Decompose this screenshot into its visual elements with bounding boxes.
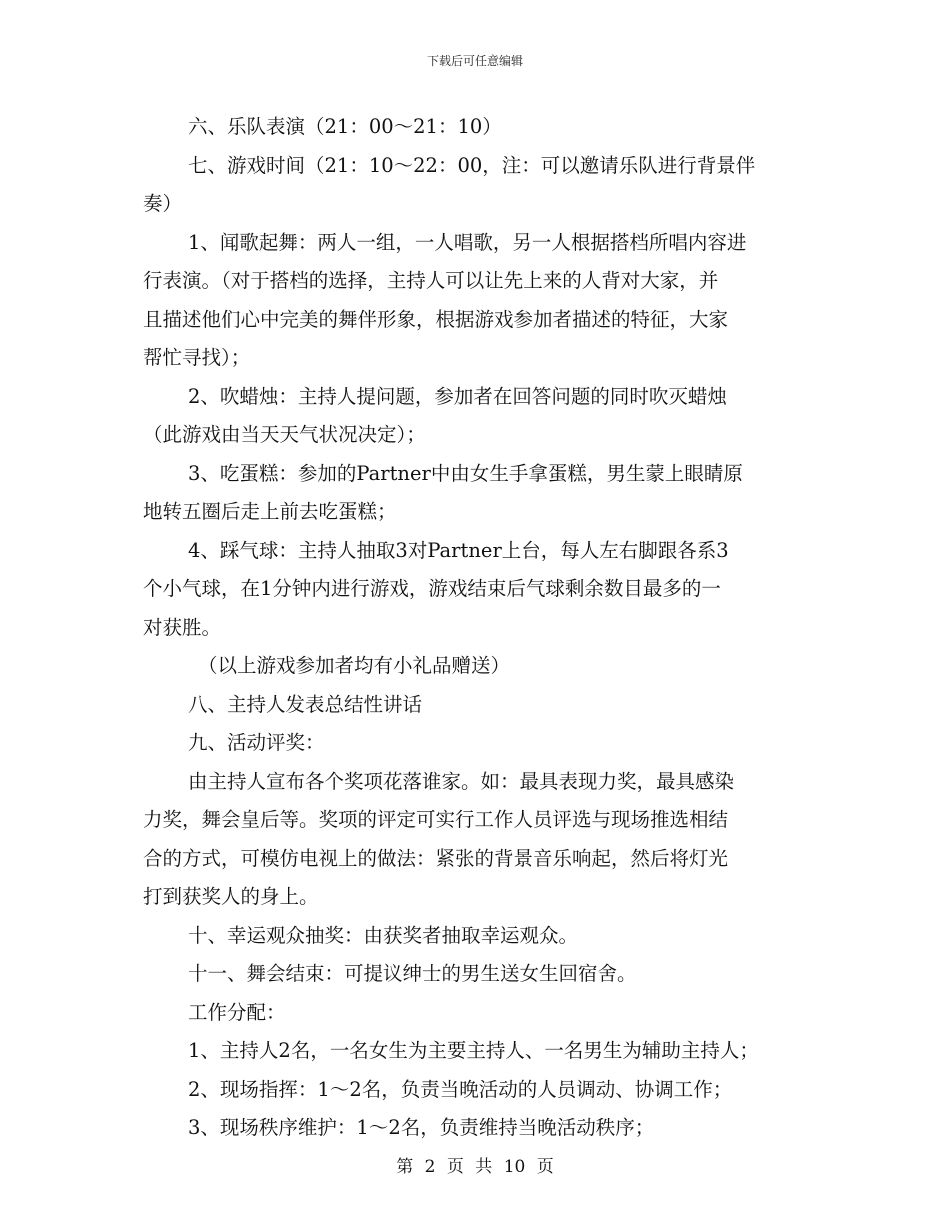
section-9-awards-heading: 九、活动评奖： — [188, 731, 325, 754]
work-assignment-3-order: 3、现场秩序维护：1～2名，负责维持当晚活动秩序； — [188, 1116, 655, 1139]
page-header: 下载后可任意编辑 — [426, 54, 523, 68]
section-9-awards-line-1: 由主持人宣布各个奖项花落谁家。如：最具表现力奖，最具感染 — [188, 769, 735, 793]
section-9-awards-line-4: 打到获奖人的身上。 — [143, 885, 319, 908]
work-assignment-1-hosts: 1、主持人2名，一名女生为主要主持人、一名男生为辅助主持人； — [188, 1039, 759, 1062]
section-7-game-time: 七、游戏时间（21：10～22：00，注：可以邀请乐队进行背景伴 — [188, 153, 756, 177]
game-1-dance-line-1: 1、闻歌起舞：两人一组，一人唱歌，另一人根据搭档所唱内容进 — [188, 230, 747, 254]
section-6-band-performance: 六、乐队表演（21：00～21：10） — [188, 115, 502, 138]
section-9-awards-line-2: 力奖，舞会皇后等。奖项的评定可实行工作人员评选与现场推选相结 — [143, 808, 729, 831]
document-body — [143, 108, 808, 1148]
game-1-dance-line-3: 且描述他们心中完美的舞伴形象，根据游戏参加者描述的特征，大家 — [143, 307, 729, 331]
game-3-cake-line-1: 3、吃蛋糕：参加的Partner中由女生手拿蛋糕，男生蒙上眼睛原 — [188, 461, 743, 485]
game-1-dance-line-2: 行表演。（对于搭档的选择，主持人可以让先上来的人背对大家，并 — [143, 269, 719, 292]
section-7-game-time-cont: 奏） — [143, 192, 183, 215]
game-4-balloons-line-3: 对获胜。 — [143, 615, 222, 639]
section-9-awards-line-3: 合的方式，可模仿电视上的做法：紧张的背景音乐响起，然后将灯光 — [143, 846, 729, 870]
page-footer: 第 2 页 共 10 页 — [396, 1157, 554, 1177]
section-10-lucky-draw: 十、幸运观众抽奖：由获奖者抽取幸运观众。 — [188, 923, 579, 947]
game-2-candles-line-2: （此游戏由当天天气状况决定）； — [143, 423, 426, 446]
work-assignment-2-site-command: 2、现场指挥：1～2名，负责当晚活动的人员调动、协调工作； — [188, 1077, 733, 1101]
game-4-balloons-line-1: 4、踩气球：主持人抽取3对Partner上台，每人左右脚跟各系3 — [188, 538, 729, 562]
game-2-candles-line-1: 2、吹蜡烛：主持人提问题，参加者在回答问题的同时吹灭蜡烛 — [188, 384, 727, 408]
section-8-host-speech: 八、主持人发表总结性讲话 — [188, 692, 423, 716]
section-11-dance-end: 十一、舞会结束：可提议绅士的男生送女生回宿舍。 — [188, 962, 637, 985]
game-4-balloons-line-2: 个小气球，在1分钟内进行游戏，游戏结束后气球剩余数目最多的一 — [143, 577, 721, 600]
game-3-cake-line-2: 地转五圈后走上前去吃蛋糕； — [143, 500, 397, 523]
games-prize-note: （以上游戏参加者均有小礼品赠送） — [198, 654, 511, 677]
work-assignment-heading: 工作分配： — [188, 1000, 286, 1024]
game-1-dance-line-4: 帮忙寻找）； — [143, 346, 251, 369]
